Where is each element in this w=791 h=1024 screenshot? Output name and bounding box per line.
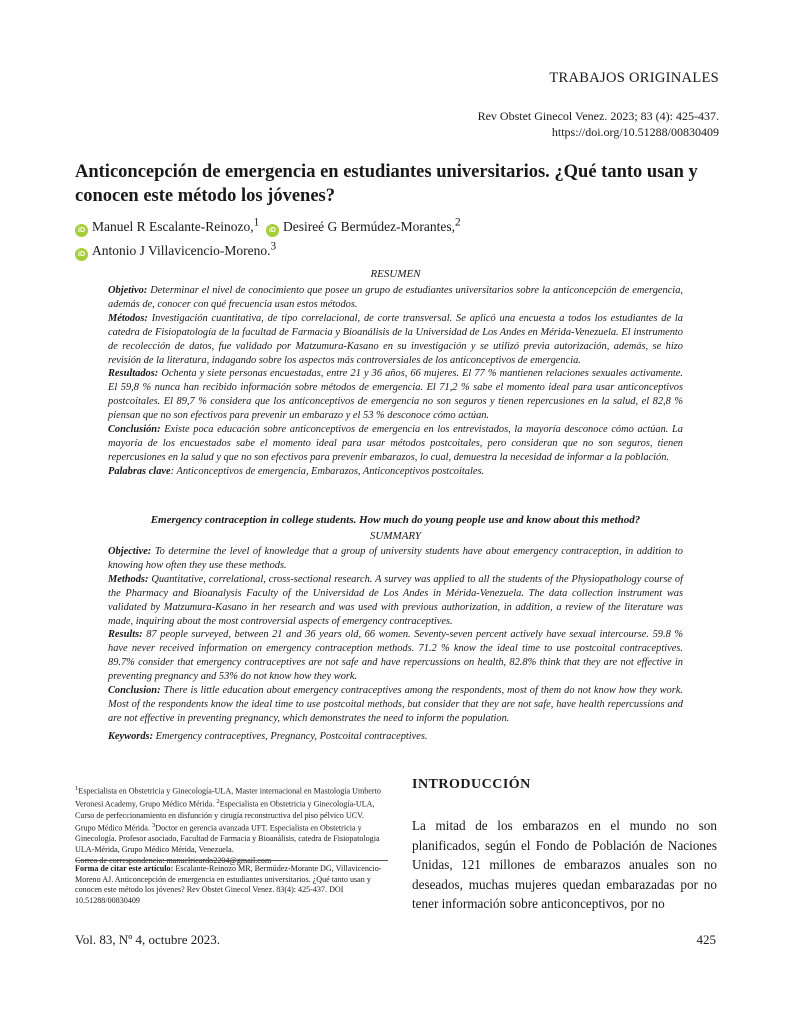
summary-objective: Objective: To determine the level of knowledge that a group of university students have about emergency contraception, in addition to knowing how often they use these methods. [108,546,684,571]
summary-heading: SUMMARY [369,530,422,542]
correspondence-email[interactable]: Correo de correspondencia: manuelricardo2204@gmail.com [75,855,272,865]
resumen-resultados: Resultados: Ochenta y siete personas encuestadas, entre 21 y 36 años, 66 mujeres. El 77 % mantienen relaciones sexuales activamente. El 59,8 % nunca han recibido información sobre métodos de emergencia. El 71,2 % sabe el momento ideal para usar anticonceptivos postcoitales. El 89,7 % considera que los anticonceptivos de emergencia no son seguros y tienen repercusiones en la salud, el 82,8 % piensan que no son efectivos para prevenir un embarazo y el 53 % desconoce cómo actúan. [108,368,683,422]
introduction-heading: INTRODUCCIÓN [412,777,531,792]
summary-methods: Methods: Quantitative, correlational, cross-sectional research. A survey was applied to all the students of the Physiopathology course of the Pharmacy and Bioanalysis Faculty of the Universidad de Los Andes in Mérida-Venezuela. The data collection instrument was validated by Matzumura-Kasano in her research and was used with previous authorization, in addition, a review of the literature was made, inquiring about the most controversial aspects of emergency contraceptives. [108,573,683,627]
summary-title: Emergency contraception in college students. How much do young people use and know about this method? [150,514,641,526]
summary-keywords: Keywords: Emergency contraceptives, Pregnancy, Postcoital contraceptives. [108,730,428,742]
author-name: Desireé G Bermúdez-Morantes, [282,218,456,234]
doi-link[interactable]: https://doi.org/10.51288/00830409 [551,125,719,139]
orcid-icon[interactable]: iD [266,224,279,237]
introduction-text: La mitad de los embarazos en el mundo no son planificados, según el Fondo de Población de Naciones Unidas, 121 millones de embarazos anuales son no deseados, muchas mujeres quedan embarazadas por no tener información sobre anticonceptivos, por no [412,818,717,912]
author-1 [75,216,260,234]
author-affiliation-mark: 3 [270,240,277,253]
resumen-objetivo: Objetivo: Determinar el nivel de conocimiento que posee un grupo de estudiantes universitarios sobre la anticoncepción de emergencia, además de, conocer con qué frecuencia usan estos métodos. [108,285,683,310]
resumen-body [108,284,683,479]
section-label: TRABAJOS ORIGINALES [549,70,719,86]
how-to-cite-label: Forma de citar este artículo: [75,864,174,873]
summary-body [108,545,683,744]
resumen-metodos: Métodos: Investigación cuantitativa, de tipo correlacional, de corte transversal. Se aplicó una encuesta a todos los estudiantes de la catedra de Fisiopatología de la facultad de Farmacia y Bioanálisis de la Universidad de Los Andes en Mérida-Venezuela. El instrumento de recolección de datos, fue validado por Matzumura-Kasano en su investigación y se utilizó previa autorización, además, se hizo revisión de la literatura, indagando sobre los aspectos más controversiales de los anticonceptivos de emergencia. [108,312,683,366]
author-affiliation-mark: 2 [455,216,461,228]
resumen-conclusion: Conclusión: Existe poca educación sobre anticonceptivos de emergencia en los entrevistados, la mayoría desconoce cómo actúan. La mayoría de los encuestados sabe el momento ideal para usar métodos postcoitales, pero consideran que no son seguros, tienen repercusiones en la salud y que no son efectivos para prevenir embarazos, lo cual, demuestra la necesidad de informar a la población. [108,424,683,463]
page-number: 425 [696,932,716,947]
journal-citation: Rev Obstet Ginecol Venez. 2023; 83 (4): 425-437. [477,109,719,123]
summary-results: Results: 87 people surveyed, between 21 and 36 years old, 66 women. Seventy-seven percent actively have sexual intercourse. 59.8 % have never received information on emergency contraception methods. 71.2 % know the ideal time to use postcoital contraceptives. 89.7% consider that emergency contraceptives are not safe and have repercussions on health, 82.8% think that they are not effective in preventing pregnancy and 53% do not know how they work. [108,629,683,683]
footer-volume: Vol. 83, Nº 4, octubre 2023. [75,932,220,947]
author-name: Antonio J Villavicencio-Moreno. [92,243,271,258]
orcid-icon[interactable]: iD [75,248,88,261]
article-title: Anticoncepción de emergencia en estudiantes universitarios. ¿Qué tanto usan y conocen este método los jóvenes? [75,162,698,206]
summary-conclusion: Conclusion: There is little education about emergency contraceptives among the respondents, most of them do not know how they work. Most of the respondents know the ideal time to use postcoital methods, but consider that they are not safe, have health repercussions and are not effective in preventing pregnancy, which demonstrates the need to inform the population. [108,685,683,724]
resumen-heading: RESUMEN [370,268,421,280]
author-3 [75,240,277,258]
journal-citation-block [478,108,719,140]
how-to-cite-text: Escalante-Reinozo MR, Bermúdez-Morante DG, Villavicencio-Moreno AJ. Anticoncepción de emergencia en estudiantes universitarios. ¿Qué tanto usan y conocen este método los jóvenes? Rev Obstet Ginecol Venez. 83(4): 425-437. DOI 10.51288/00830409 [75,864,382,905]
resumen-palabras-clave: Palabras clave: Anticonceptivos de emergencia, Embarazos, Anticonceptivos postcoitales. [108,465,485,477]
affiliation-footnotes: $^1$Especialista en Obstetricia y Ginecología-ULA, Master internacional en Mastología Umberto Veronesi Academy, Grupo Médico Mérida. $^2$Especialista en Obstetricia y Ginecología-ULA, Curso de perfeccionamiento en disfunción y cirugía reconstructiva del piso pélvico UCV. Grupo Médico Mérida. $^3$Doctor en gerencia avanzada UFT. Especialista en Obstetricia y Ginecología. Profesor asociado, Facultad de Farmacia y Bioanálisis, catedra de Fisiopatologia ULA-Mérida, Grupo Médico Mérida, Venezuela. Correo de correspondencia: manuelricardo2204@gmail.com [75,785,381,865]
author-name: Manuel R Escalante-Reinozo, [92,218,254,234]
author-2 [266,216,461,234]
how-to-cite-box [75,860,388,906]
author-affiliation-mark: 1 [253,216,260,228]
author-list [75,212,715,261]
orcid-icon[interactable]: iD [75,224,88,237]
